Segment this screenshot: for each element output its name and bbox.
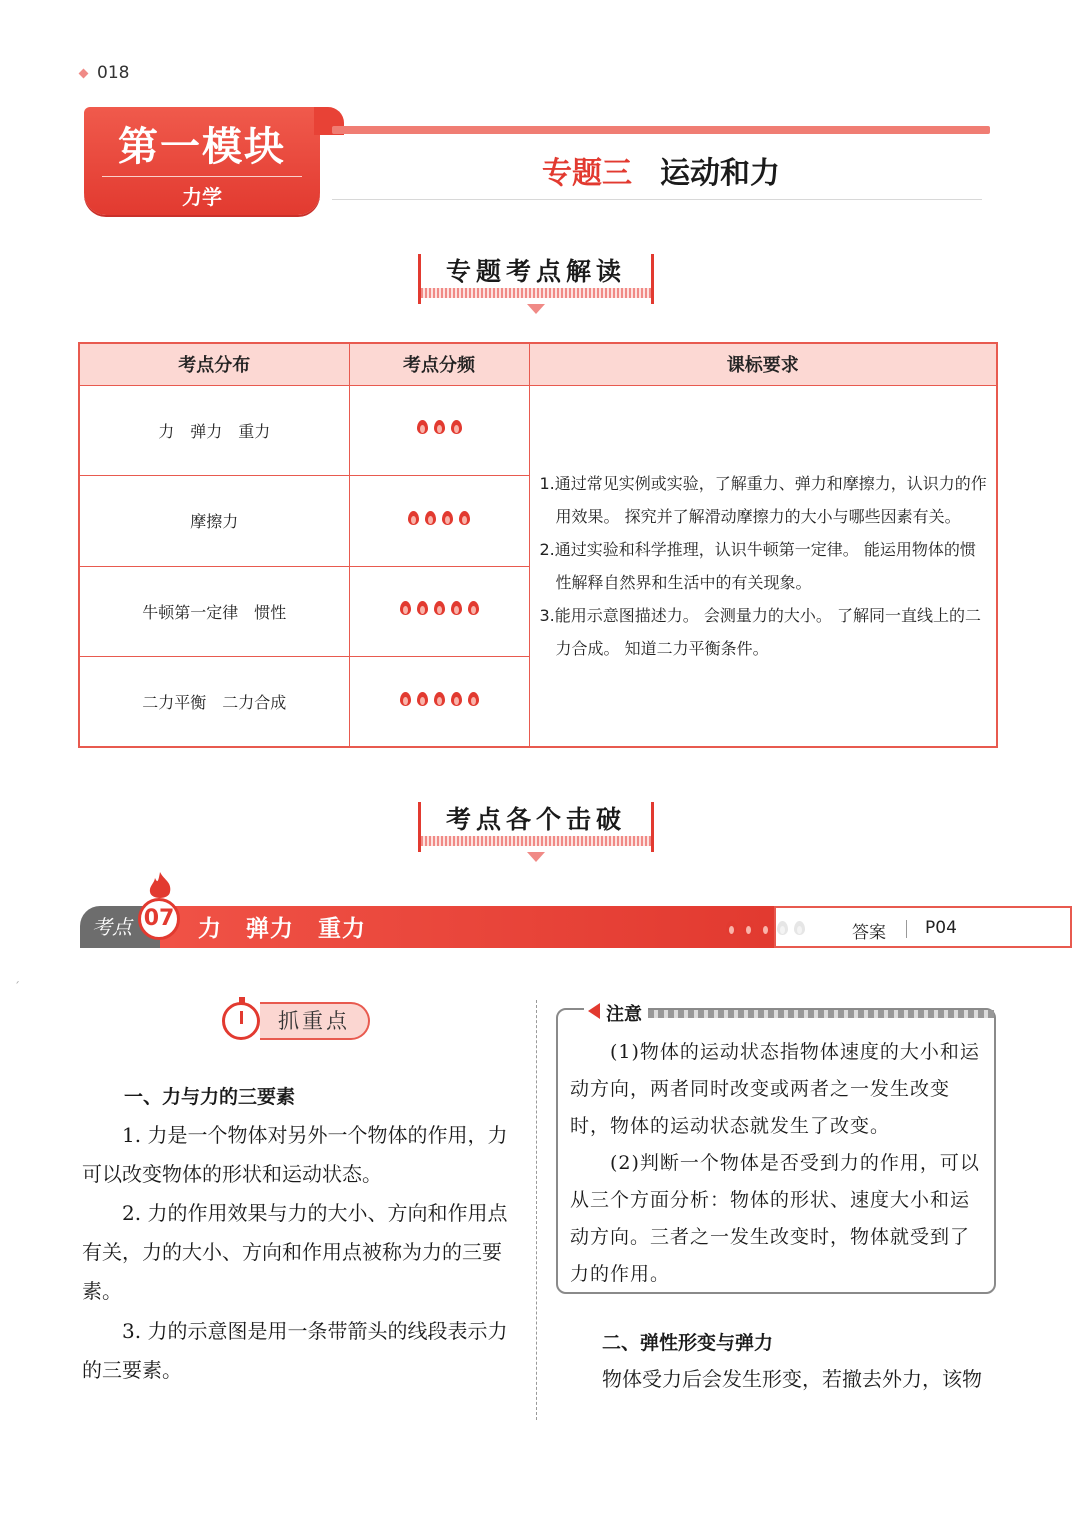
table-cell-topic: 力 弹力 重力 — [79, 385, 349, 476]
table-cell-requirements — [529, 385, 997, 747]
topic-label: 专题三 — [542, 156, 632, 191]
flame-icon — [449, 419, 464, 437]
flame-icon — [449, 600, 464, 618]
table-cell-frequency — [349, 476, 529, 567]
flame-icon — [792, 920, 807, 938]
topic-top-bar — [332, 126, 990, 134]
kaodian-table — [78, 342, 998, 748]
requirement-item: 2.通过实验和科学推理，认识牛顿第一定律。 能运用物体的惯性解释自然界和生活中的有关现象。 — [539, 539, 976, 592]
flame-icon — [398, 600, 413, 618]
focus-label: 抓重点 — [260, 1002, 370, 1040]
flame-icon — [406, 510, 421, 528]
flame-icon — [432, 419, 447, 437]
paragraph: 2. 力的作用效果与力的大小、方向和作用点有关，力的大小、方向和作用点被称为力的三要素。 — [82, 1201, 508, 1303]
flame-icon — [758, 920, 773, 938]
flame-icon — [449, 691, 464, 709]
module-subtitle: 力学 — [182, 185, 222, 209]
table-cell-topic: 牛顿第一定律 惯性 — [79, 566, 349, 657]
flame-icon — [775, 920, 790, 938]
table-row — [79, 385, 997, 476]
section-banner-breakthrough: 考点各个击破 — [418, 802, 654, 852]
diamond-icon — [79, 68, 89, 78]
kaodian-prefix: 考点 — [80, 906, 168, 948]
flame-icon — [741, 920, 756, 938]
table-header-row — [79, 343, 997, 385]
flame-icon — [415, 691, 430, 709]
flame-icon — [432, 691, 447, 709]
table-header: 课标要求 — [529, 343, 997, 385]
kaodian-title: 力 弹力 重力 — [198, 916, 366, 942]
difficulty-rating — [724, 920, 807, 938]
arrow-down-icon — [527, 852, 545, 862]
table-cell-frequency — [349, 566, 529, 657]
table-cell-frequency — [349, 657, 529, 748]
flame-icon — [466, 691, 481, 709]
module-badge — [84, 107, 320, 215]
note-content — [570, 1034, 988, 1293]
stopwatch-icon — [222, 1002, 260, 1040]
flame-icon — [423, 510, 438, 528]
heading-forces: 一、力与力的三要素 — [124, 1086, 296, 1108]
topic-name: 运动和力 — [660, 156, 780, 191]
note-paragraph: (1)物体的运动状态指物体速度的大小和运动方向，两者同时改变或两者之一发生改变时，物体的运动状态就发生了改变。 — [570, 1041, 980, 1137]
table-cell-topic: 摩擦力 — [79, 476, 349, 567]
note-paragraph: (2)判断一个物体是否受到力的作用，可以从三个方面分析：物体的形状、速度大小和运动方向。三者之一发生改变时，物体就受到了力的作用。 — [570, 1152, 980, 1285]
flame-icon — [440, 510, 455, 528]
table-cell-topic: 二力平衡 二力合成 — [79, 657, 349, 748]
module-title: 第一模块 — [118, 124, 286, 170]
page-number: 018 — [80, 63, 129, 83]
requirement-item: 3.能用示意图描述力。 会测量力的大小。 了解同一直线上的二力合成。 知道二力平衡条件。 — [539, 605, 981, 658]
table-cell-frequency — [349, 385, 529, 476]
column-divider — [536, 1000, 537, 1420]
table-header: 考点分频 — [349, 343, 529, 385]
flame-icon — [415, 600, 430, 618]
flame-icon — [398, 691, 413, 709]
flame-icon — [457, 510, 472, 528]
topic-title — [332, 148, 990, 192]
answer-label: 答案 — [852, 923, 886, 943]
answer-page-link[interactable]: P04 — [925, 918, 957, 938]
paragraph: 1. 力是一个物体对另外一个物体的作用，力可以改变物体的形状和运动状态。 — [82, 1123, 508, 1186]
section-banner-interpret: 专题考点解读 — [418, 254, 654, 304]
requirement-item: 1.通过常见实例或实验，了解重力、弹力和摩擦力，认识力的作用效果。 探究并了解滑动摩擦力的大小与哪些因素有关。 — [539, 473, 987, 526]
flame-icon — [432, 600, 447, 618]
arrow-down-icon — [527, 304, 545, 314]
paragraph: 物体受力后会发生形变，若撤去外力，该物 — [602, 1367, 982, 1391]
table-header: 考点分布 — [79, 343, 349, 385]
flame-icon — [415, 419, 430, 437]
flame-icon — [466, 600, 481, 618]
heading-elastic: 二、弹性形变与弹力 — [602, 1332, 774, 1354]
paragraph: 3. 力的示意图是用一条带箭头的线段表示力的三要素。 — [82, 1319, 508, 1382]
kaodian-number: 07 — [138, 898, 180, 940]
note-label: 注意 — [584, 1000, 648, 1026]
flame-icon — [724, 920, 739, 938]
